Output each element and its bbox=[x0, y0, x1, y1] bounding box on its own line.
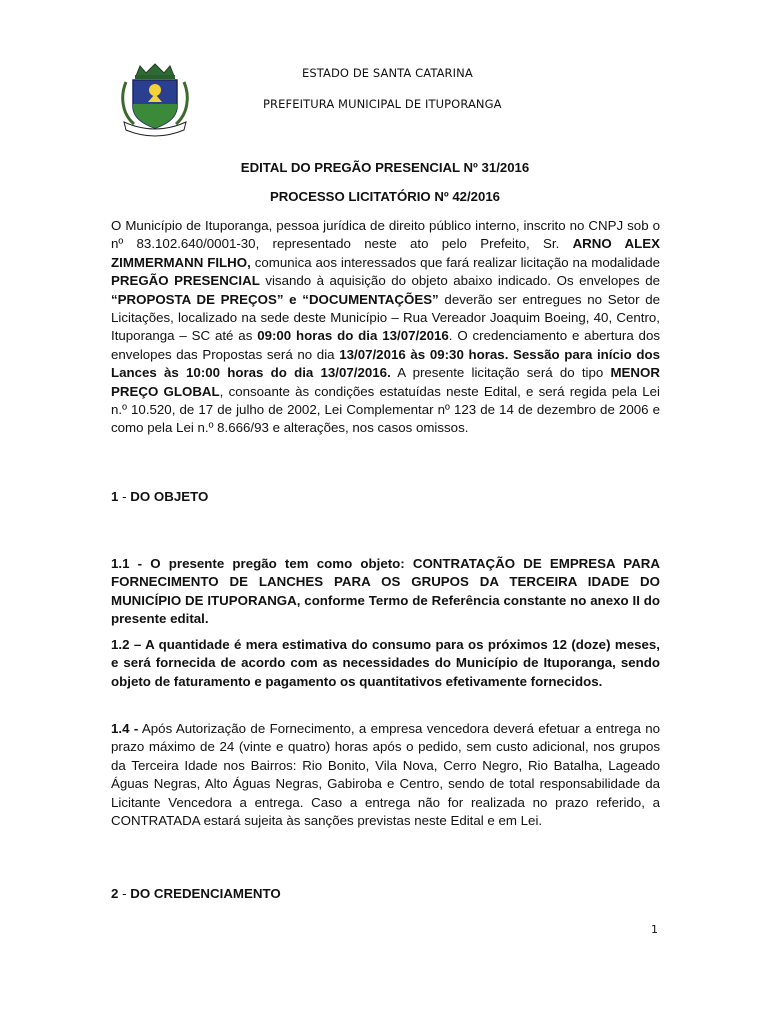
municipal-crest-logo bbox=[118, 62, 192, 138]
section-separator: - bbox=[118, 489, 131, 504]
page-number: 1 bbox=[651, 923, 658, 936]
intro-text-3: visando à aquisição do objeto abaixo indicado. Os envelopes de bbox=[259, 273, 660, 289]
section-number: 2 bbox=[111, 886, 119, 901]
delivery-deadline: 09:00 horas do dia 13/07/2016 bbox=[257, 328, 449, 344]
processo-title: PROCESSO LICITATÓRIO Nº 42/2016 bbox=[269, 189, 501, 204]
item-1-4-text: Após Autorização de Fornecimento, a empresa vencedora deverá efetuar a entrega no prazo máximo de 24 (vinte e quatro) horas após o pedido, sem custo adicional, nos grupos da Terceira Idade nos Bairros: Rio Bonito, Vila Nova, Cerro Negro, Rio Batalha, Lageado Águas Negras, Alto Águas Negras, Gabiroba e Centro, sendo de total responsabilidade da Licitante Vencedora a entrega. Caso a entrega não for realizada no prazo referido, a CONTRATADA estará sujeita às sanções previstas neste Edital e em Lei. bbox=[111, 721, 660, 829]
item-1-4-label: 1.4 - bbox=[111, 721, 139, 736]
section-title: DO CREDENCIAMENTO bbox=[130, 886, 281, 901]
session-schedule: 13/07/2016 às 09:30 horas. Sessão para início dos Lances às 10:00 horas do dia 13/07/2016. bbox=[111, 346, 660, 381]
section-separator: - bbox=[118, 886, 131, 901]
bid-type: MENOR PREÇO GLOBAL bbox=[111, 365, 660, 399]
section-number: 1 bbox=[111, 489, 119, 504]
intro-text-5: . O credenciamento e abertura dos envelopes das Propostas será no dia bbox=[111, 328, 660, 362]
intro-text-7: , consoante às condições estatuídas neste Edital, e será regida pela Lei n.º 10.520, de 17 de julho de 2002, Lei Complementar nº 123 de 14 de dezembro de 2006 e como pela Lei n.º 8.666/93 e alterações, nos casos omissos. bbox=[111, 383, 661, 436]
section-heading-credenciamento bbox=[111, 886, 281, 901]
mayor-name: ARNO ALEX ZIMMERMANN FILHO, bbox=[111, 236, 660, 270]
intro-text-6: A presente licitação será do tipo bbox=[390, 365, 611, 381]
modality: PREGÃO PRESENCIAL bbox=[111, 273, 260, 289]
item-1-4 bbox=[111, 720, 660, 830]
state-name: ESTADO DE SANTA CATARINA bbox=[302, 66, 473, 80]
intro-text-4: deverão ser entregues no Setor de Licitações, localizado na sede deste Município – Rua Vereador Joaquim Boeing, 40, Centro, Ituporanga – SC até as bbox=[111, 291, 660, 344]
section-title: DO OBJETO bbox=[130, 489, 209, 504]
intro-text-1: O Município de Ituporanga, pessoa jurídica de direito público interno, inscrito no CNPJ sob o nº 83.102.640/0001-30, representado neste ato pelo Prefeito, Sr. bbox=[111, 218, 660, 252]
edital-title: EDITAL DO PREGÃO PRESENCIAL Nº 31/2016 bbox=[240, 160, 530, 175]
section-heading-objeto bbox=[111, 489, 208, 504]
intro-text-2: comunica aos interessados que fará realizar licitação na modalidade bbox=[250, 254, 660, 270]
envelopes: “PROPOSTA DE PREÇOS” e “DOCUMENTAÇÕES” bbox=[111, 291, 439, 307]
item-1-2: 1.2 – A quantidade é mera estimativa do consumo para os próximos 12 (doze) meses, e será fornecida de acordo com as necessidades do Município de Ituporanga, sendo objeto de faturamento e pagamento os quantitativos efetivamente fornecidos. bbox=[111, 637, 660, 689]
item-1-1: 1.1 - O presente pregão tem como objeto: CONTRATAÇÃO DE EMPRESA PARA FORNECIMENTO DE LANCHES PARA OS GRUPOS DA TERCEIRA IDADE DO MUNICÍPIO DE ITUPORANGA, conforme Termo de Referência constante no anexo II do presente edital. bbox=[111, 556, 660, 627]
intro-paragraph bbox=[111, 217, 660, 438]
prefecture-name: PREFEITURA MUNICIPAL DE ITUPORANGA bbox=[263, 97, 502, 111]
